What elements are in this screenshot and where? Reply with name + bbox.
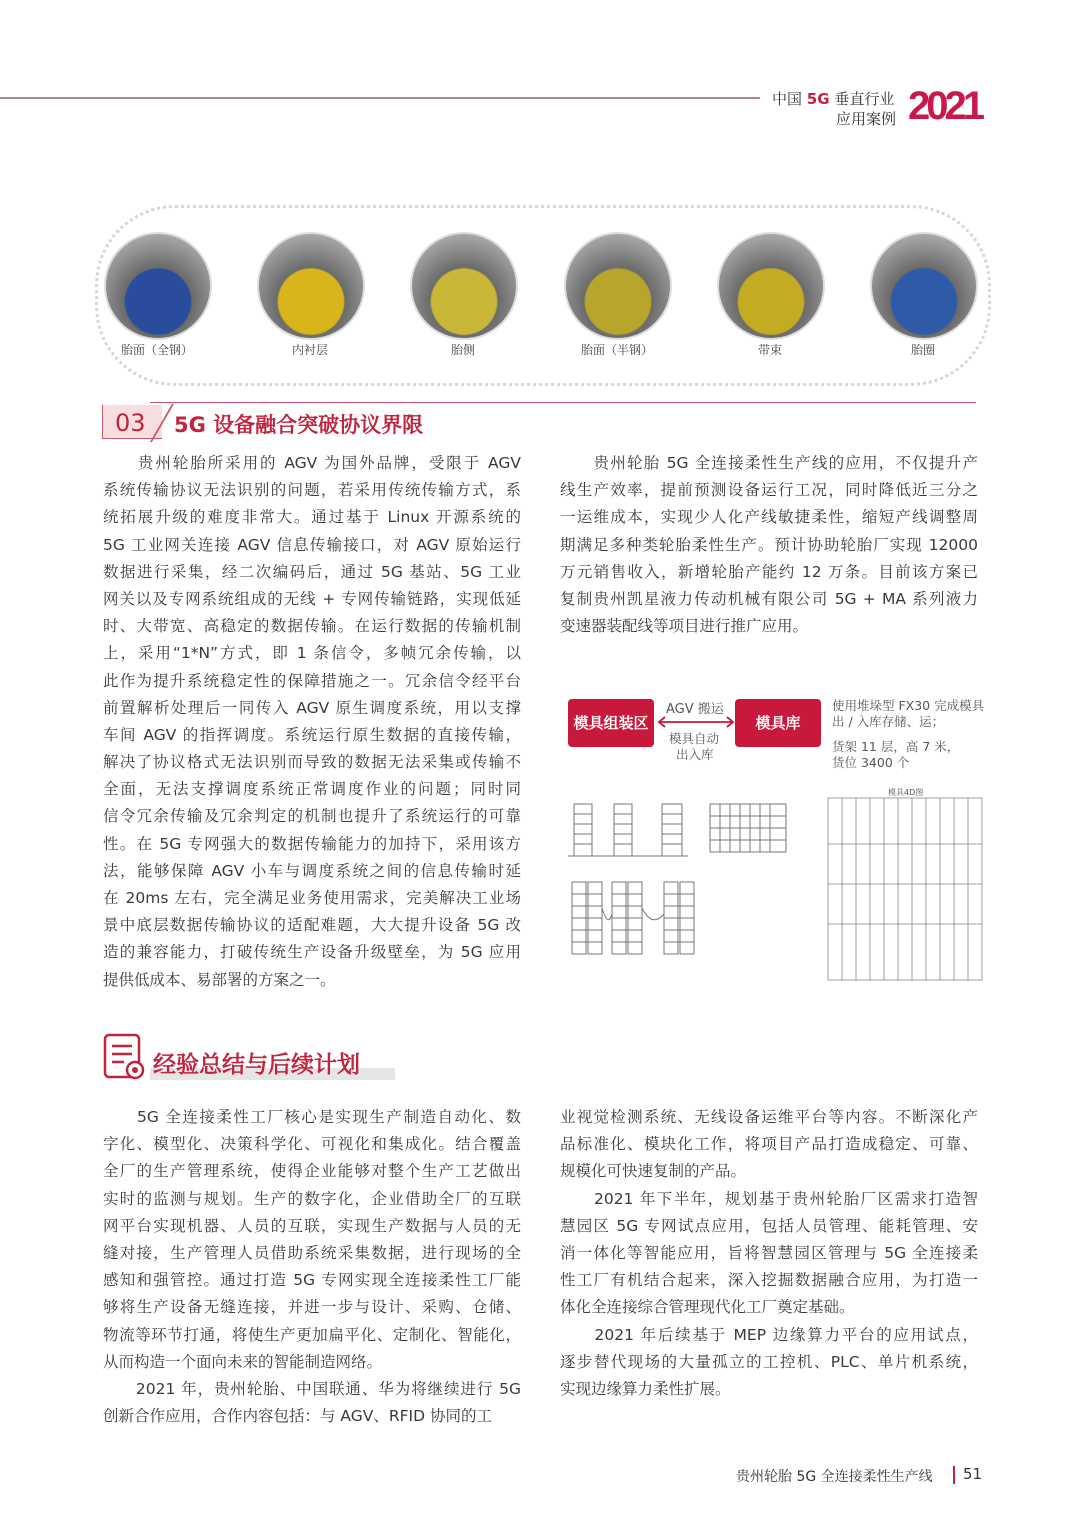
text-line: 规模化可快速复制的产品。 (560, 1162, 747, 1181)
component-photo (564, 232, 672, 340)
text-line: 品标准化、模块化工作，将项目产品打造成稳定、可靠、 (560, 1135, 978, 1154)
section3-right-column (560, 450, 978, 640)
text-line: 线生产效率，提前预测设备运行工况，同时降低近三分之 (560, 481, 978, 500)
text-line: 逐步替代现场的大量孤立的工控机、PLC、单片机系统， (560, 1352, 978, 1371)
text-line: 2021 年，贵州轮胎、中国联通、华为将继续进行 5G (103, 1379, 521, 1398)
summary-left-column (103, 1104, 521, 1430)
text-line: 实现边缘算力柔性扩展。 (560, 1379, 731, 1398)
header-line2: 应用案例 (836, 110, 897, 128)
text-line: 2021 年下半年，规划基于贵州轮胎厂区需求打造智 (560, 1189, 978, 1208)
component-photo (717, 232, 825, 340)
text-line: 5G 工业网关连接 AGV 信息传输接口，对 AGV 原始运行 (103, 535, 521, 554)
header-rule (0, 97, 760, 99)
component-photo (104, 232, 212, 340)
text-line: 复制贵州凯星液力传动机械有限公司 5G + MA 系列液力 (560, 589, 978, 608)
year-logo: 2021 (908, 84, 981, 128)
component-photo (870, 232, 978, 340)
text-line: 变速器装配线等项目进行推广应用。 (560, 617, 809, 636)
text-line: 业视觉检测系统、无线设备运维平台等内容。不断深化产 (560, 1108, 978, 1126)
text-line: 时、大带宽、高稳定的数据传输。在运行数据的传输机制 (103, 617, 521, 636)
text-line: 网关以及专网系统组成的无线 + 专网传输链路，实现低延 (103, 589, 521, 608)
box-mold-storage: 模具库 (735, 699, 821, 747)
plan-label: 模具4D图 (888, 788, 924, 797)
text-line: 造的兼容能力，打破传统生产设备升级壁垒，为 5G 应用 (103, 943, 521, 962)
text-line: 法，能够保障 AGV 小车与调度系统之间的信息传输时延 (103, 861, 521, 880)
text-line: 实时的监测与规划。生产的数字化，企业借助全厂的互联 (103, 1189, 521, 1208)
note-2-line1: 货架 11 层，高 7 米， (832, 739, 960, 754)
arrow-top-label: AGV 搬运 (666, 702, 724, 717)
arrow-bottom-label-2: 出入库 (676, 747, 714, 762)
header-suffix: 垂直行业 (834, 90, 895, 108)
text-line: 一运维成本，实现少人化产线敏捷柔性，缩短产线调整周 (560, 508, 978, 527)
section-rule (150, 402, 976, 403)
text-line: 系统传输协议无法识别的问题，若采用传统传输方式，系 (103, 481, 521, 500)
component-label: 带束 (757, 343, 782, 357)
text-line: 景中底层数据传输协议的适配难题，大大提升设备 5G 改 (103, 916, 521, 935)
summary-title: 经验总结与后续计划 (153, 1052, 360, 1078)
note-1-line2: 出 / 入库存储、运； (832, 714, 945, 729)
text-line: 物流等环节打通，将使生产更加扁平化、定制化、智能化， (103, 1325, 521, 1344)
text-line: 解决了协议格式无法识别而导致的数据无法采集或传输不 (103, 753, 521, 772)
component-label: 胎圈 (910, 343, 935, 357)
component-photo (410, 232, 518, 340)
text-line: 2021 年后续基于 MEP 边缘算力平台的应用试点， (560, 1325, 978, 1344)
header-prefix: 中国 (772, 90, 803, 108)
component-label: 胎侧 (450, 343, 475, 357)
page-number: 51 (963, 1465, 983, 1483)
text-line: 万元销售收入，新增轮胎产能约 12 万条。目前该方案已 (560, 562, 978, 581)
text-line: 网平台实现机器、人员的互联，实现生产数据与人员的无 (103, 1216, 521, 1235)
text-line: 车间 AGV 的指挥调度。系统运行原生数据的直接传输， (103, 725, 521, 744)
text-line: 慧园区 5G 专网试点应用，包括人员管理、能耗管理、安 (560, 1216, 978, 1235)
text-line: 字化、模型化、决策科学化、可视化和集成化。结合覆盖 (103, 1135, 521, 1154)
arrow-bottom-label-1: 模具自动 (669, 731, 720, 746)
double-arrow-icon (655, 715, 737, 729)
text-line: 性工厂有机结合起来，深入挖掘数据融合应用，为打造一 (560, 1271, 978, 1290)
component-label: 内衬层 (291, 343, 328, 357)
text-line: 提供低成本、易部署的方案之一。 (103, 970, 336, 989)
text-line: 贵州轮胎 5G 全连接柔性生产线的应用，不仅提升产 (560, 454, 978, 472)
section-title: 5G 设备融合突破协议界限 (174, 413, 424, 437)
text-line: 感知和强管控。通过打造 5G 专网实现全连接柔性工厂能 (103, 1271, 521, 1290)
box-mold-assembly: 模具组装区 (568, 699, 654, 747)
text-line: 5G 全连接柔性工厂核心是实现生产制造自动化、数 (103, 1108, 521, 1126)
component-photo (257, 232, 365, 340)
summary-right-column (560, 1104, 978, 1403)
text-line: 够将生产设备无缝连接，并进一步与设计、采购、仓储、 (103, 1298, 521, 1317)
text-line: 体化全连接综合管理现代化工厂奠定基础。 (560, 1298, 855, 1317)
note-2-line2: 货位 3400 个 (832, 755, 910, 770)
text-line: 贵州轮胎所采用的 AGV 为国外品牌，受限于 AGV (103, 454, 521, 472)
text-line: 在 20ms 左右，完全满足业务使用需求，完美解决工业场 (103, 889, 521, 907)
text-line: 期满足多种类轮胎柔性生产。预计协助轮胎厂实现 12000 (560, 535, 978, 554)
text-line: 前置解析处理后一同传入 AGV 原生调度系统，用以支撑 (103, 698, 521, 717)
section-number: 03 (102, 405, 162, 439)
text-line: 从而构造一个面向未来的智能制造网络。 (103, 1352, 383, 1371)
text-line: 上，采用“1*N”方式，即 1 条信令，多帧冗余传输，以 (103, 644, 521, 663)
text-line: 全面，无法支撑调度系统正常调度作业的问题；同时同 (103, 780, 521, 799)
footer-title: 贵州轮胎 5G 全连接柔性生产线 (736, 1469, 933, 1485)
text-line: 此作为提升系统稳定性的保障措施之一。冗余信令经平台 (103, 671, 521, 690)
text-line: 创新合作应用，合作内容包括：与 AGV、RFID 协同的工 (103, 1407, 492, 1426)
rack-drawings (568, 798, 818, 958)
header-accent: 5G (806, 90, 830, 108)
components-frame (95, 205, 991, 386)
text-line: 数据进行采集，经二次编码后，通过 5G 基站、5G 工业 (103, 562, 521, 581)
note-1-line1: 使用堆垛型 FX30 完成模具 (832, 698, 985, 713)
warehouse-plan-drawing (822, 784, 988, 984)
section3-left-column (103, 450, 521, 994)
text-line: 缝对接，生产管理人员借助系统采集数据，进行现场的全 (103, 1243, 521, 1262)
text-line: 消一体化等智能应用，旨将智慧园区管理与 5G 全连接柔 (560, 1243, 978, 1262)
text-line: 统拓展升级的难度非常大。通过基于 Linux 开源系统的 (103, 508, 521, 527)
text-line: 性。在 5G 专网强大的数据传输能力的加持下，采用该方 (103, 834, 521, 853)
footer-divider (953, 1466, 955, 1484)
text-line: 信令冗余传输及冗余判定的机制也提升了系统运行的可靠 (103, 807, 521, 826)
summary-document-icon (102, 1032, 148, 1082)
header-line1 (772, 88, 894, 109)
component-label: 胎面（全钢） (120, 343, 193, 357)
component-label: 胎面（半钢） (580, 343, 653, 357)
text-line: 全厂的生产管理系统，使得企业能够对整个生产工艺做出 (103, 1162, 521, 1181)
